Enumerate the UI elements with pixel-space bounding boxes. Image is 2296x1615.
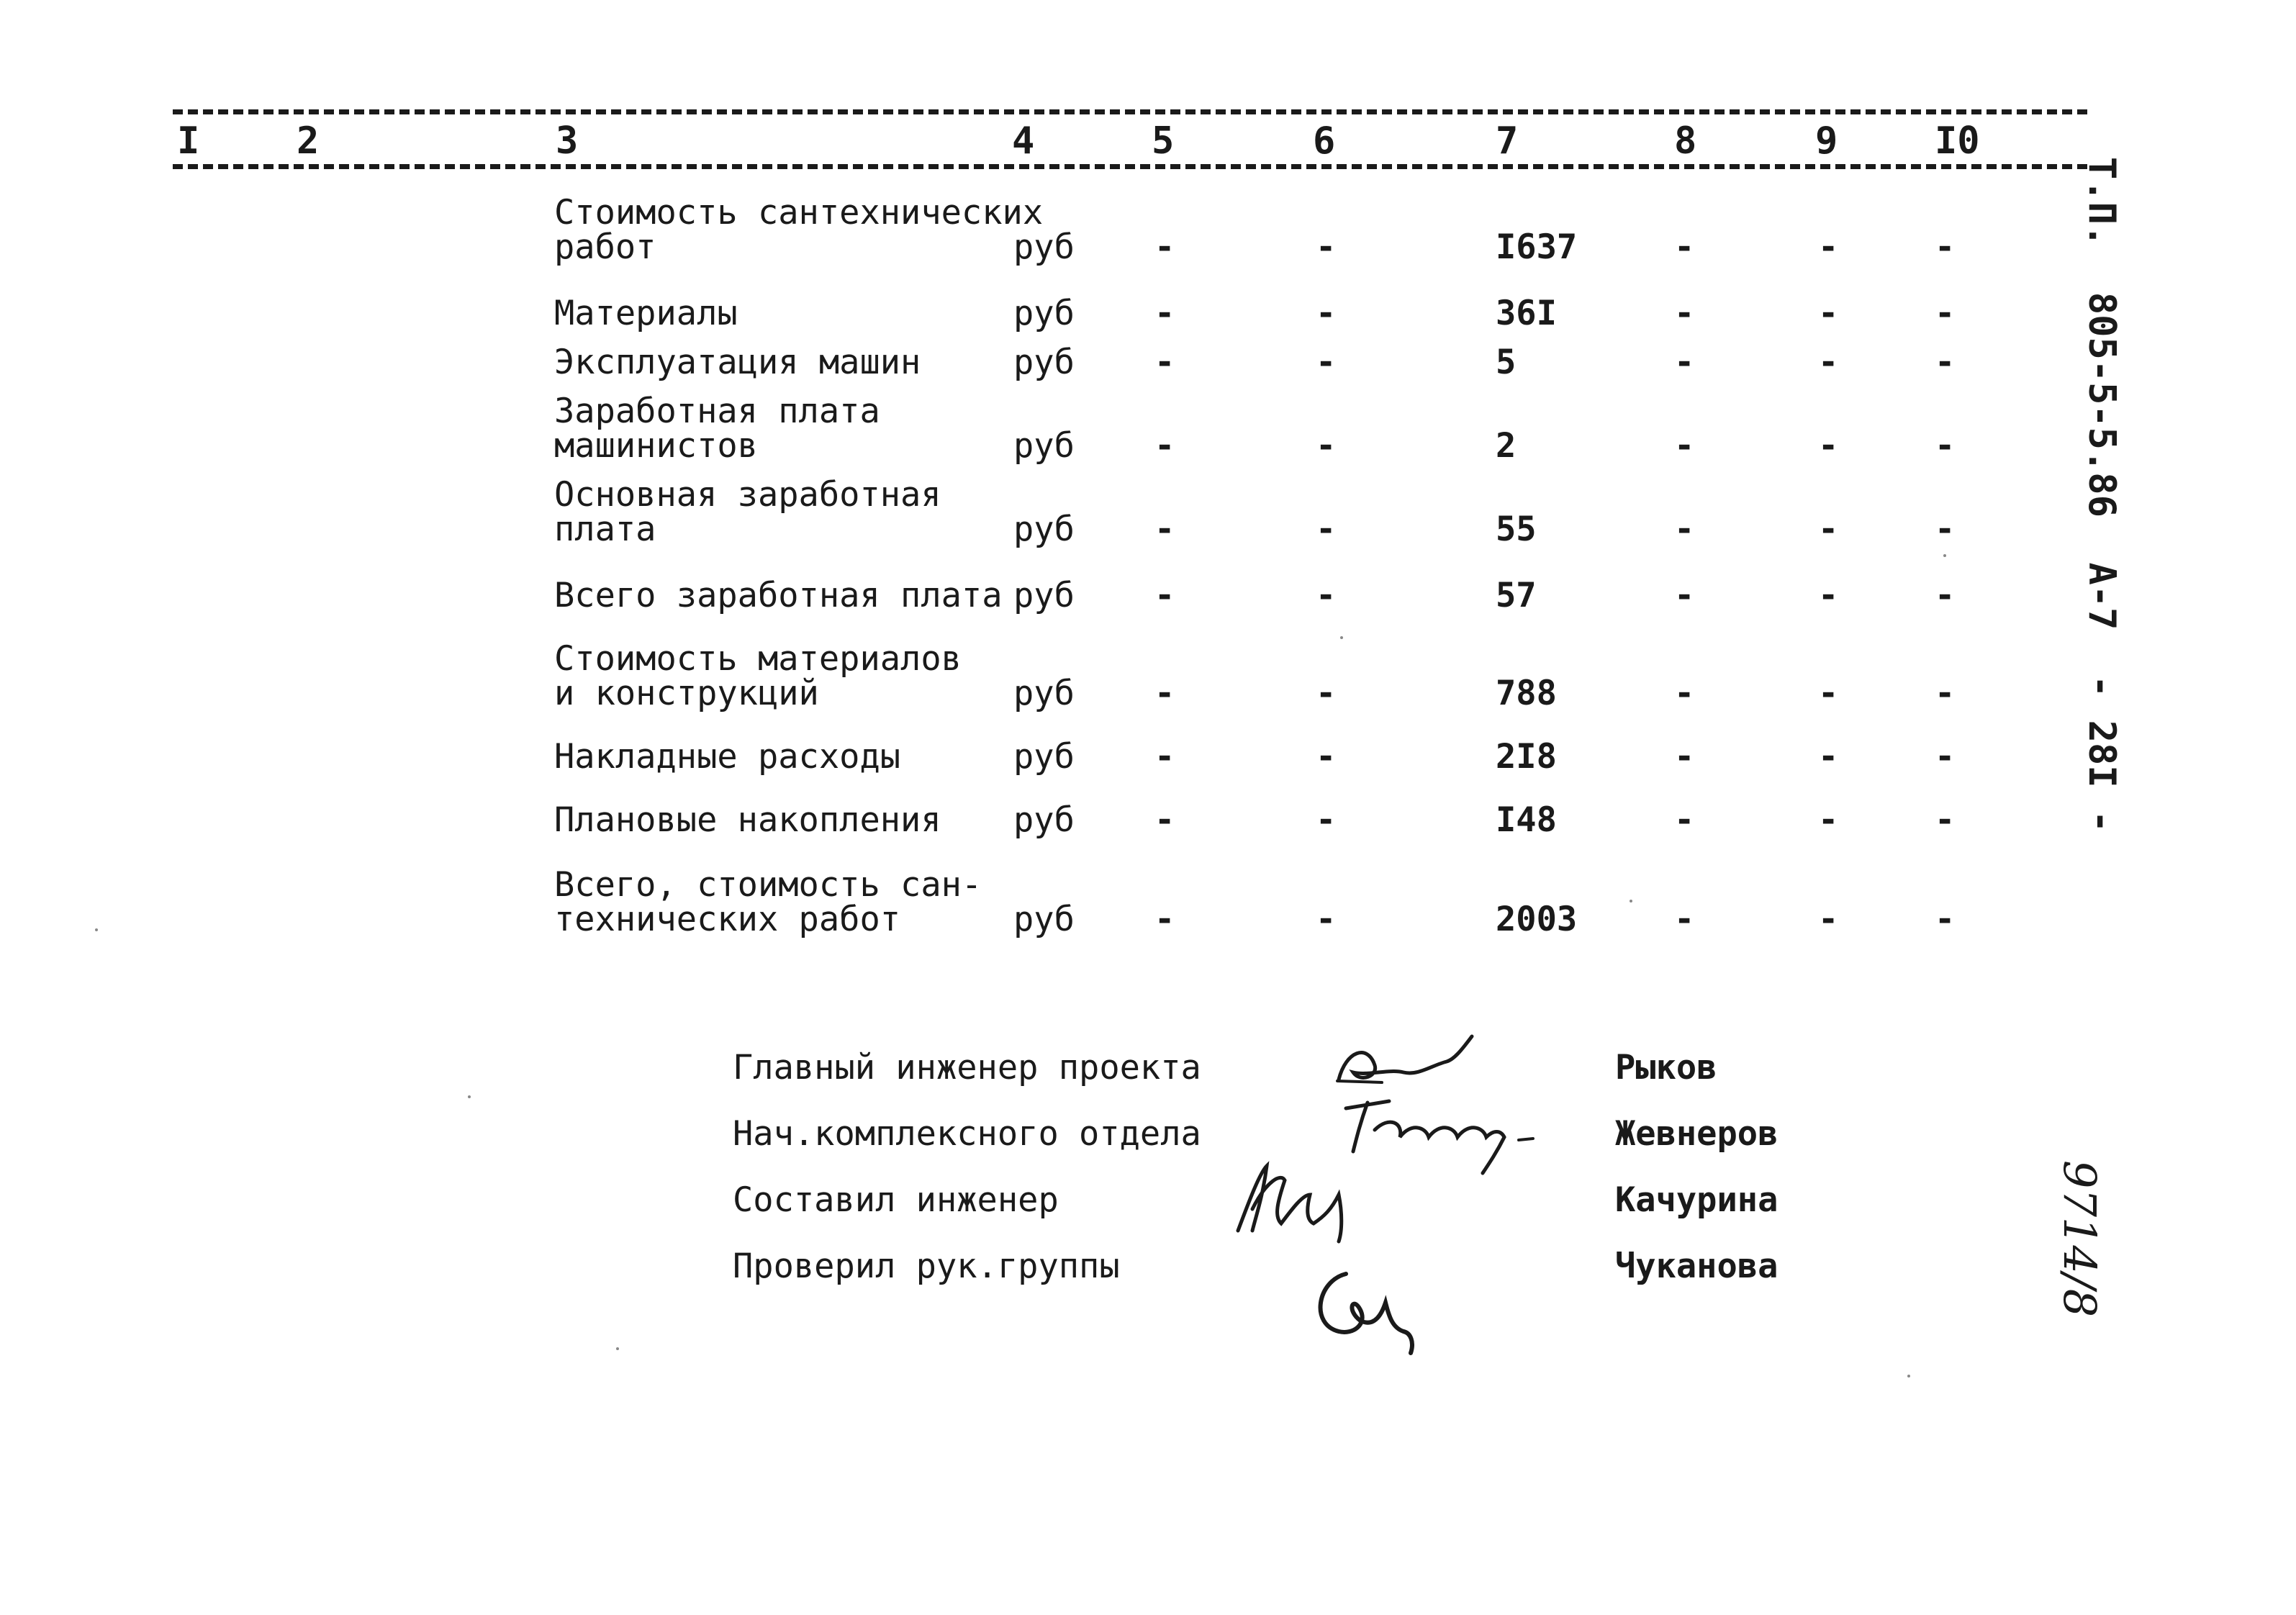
row-name: Эксплуатация машин	[554, 343, 921, 382]
row-col6: -	[1316, 426, 1337, 466]
row-col10: -	[1935, 737, 1956, 777]
row-col10: -	[1935, 674, 1956, 713]
row-col5: -	[1154, 343, 1175, 382]
row-col5: -	[1154, 294, 1175, 333]
row-name: Стоимость сантехнических работ	[554, 193, 1044, 267]
signature-name-checked-by: Чуканова	[1615, 1247, 1779, 1286]
row-col5: -	[1154, 227, 1175, 267]
row-name: Всего, стоимость сан- технических работ	[554, 865, 982, 939]
row-col6: -	[1316, 800, 1337, 840]
row-col7: I637	[1496, 227, 1578, 267]
row-col7: 5	[1496, 343, 1517, 382]
row-name: Стоимость материалов и конструкций	[554, 639, 962, 713]
row-col5: -	[1154, 426, 1175, 466]
row-col8: -	[1674, 800, 1695, 840]
row-col6: -	[1316, 227, 1337, 267]
handwritten-signature-3	[1224, 1152, 1368, 1245]
header-top-rule	[173, 109, 2087, 114]
row-col8: -	[1674, 426, 1695, 466]
row-col10: -	[1935, 576, 1956, 615]
row-col10: -	[1935, 426, 1956, 466]
row-col10: -	[1935, 227, 1956, 267]
row-col7: 2	[1496, 426, 1517, 466]
row-col8: -	[1674, 227, 1695, 267]
row-col7: 36I	[1496, 294, 1557, 333]
row-col9: -	[1818, 227, 1839, 267]
row-col7: 2I8	[1496, 737, 1557, 777]
row-col10: -	[1935, 900, 1956, 939]
row-col9: -	[1818, 737, 1839, 777]
signature-name-department-head: Жевнеров	[1615, 1114, 1779, 1154]
scan-speck	[1943, 554, 1946, 557]
row-col6: -	[1316, 576, 1337, 615]
row-col5: -	[1154, 510, 1175, 549]
row-col6: -	[1316, 737, 1337, 777]
column-number-4: 4	[1012, 119, 1035, 163]
row-col6: -	[1316, 294, 1337, 333]
row-col9: -	[1818, 674, 1839, 713]
row-col9: -	[1818, 900, 1839, 939]
row-col6: -	[1316, 510, 1337, 549]
row-col10: -	[1935, 294, 1956, 333]
column-number-7: 7	[1496, 119, 1519, 163]
column-number-8: 8	[1674, 119, 1697, 163]
signature-role-chief-engineer: Главный инженер проекта	[733, 1048, 1201, 1087]
column-number-10: I0	[1935, 119, 1980, 163]
signature-role-compiled-by: Составил инженер	[733, 1180, 1059, 1220]
row-col5: -	[1154, 576, 1175, 615]
scan-speck	[468, 1095, 471, 1098]
row-name: Всего заработная плата	[554, 576, 1003, 615]
row-col8: -	[1674, 900, 1695, 939]
row-unit: руб	[1013, 426, 1075, 466]
row-col9: -	[1818, 426, 1839, 466]
inventory-number: 9714/8	[2053, 1160, 2106, 1318]
column-number-2: 2	[297, 119, 320, 163]
row-col10: -	[1935, 800, 1956, 840]
row-col7: I48	[1496, 800, 1557, 840]
row-unit: руб	[1013, 294, 1075, 333]
row-col7: 788	[1496, 674, 1557, 713]
scan-speck	[1630, 900, 1632, 902]
row-col6: -	[1316, 674, 1337, 713]
row-unit: руб	[1013, 510, 1075, 549]
scan-speck	[1907, 1375, 1910, 1378]
row-col5: -	[1154, 900, 1175, 939]
row-unit: руб	[1013, 674, 1075, 713]
row-name: Основная заработная плата	[554, 475, 941, 549]
row-col8: -	[1674, 576, 1695, 615]
scan-speck	[1340, 636, 1343, 639]
row-col7: 55	[1496, 510, 1537, 549]
handwritten-signature-4	[1303, 1252, 1432, 1360]
signature-name-chief-engineer: Рыков	[1615, 1048, 1717, 1087]
signature-role-department-head: Нач.комплексного отдела	[733, 1114, 1201, 1154]
column-number-1: I	[177, 119, 200, 163]
signature-role-checked-by: Проверил рук.группы	[733, 1247, 1120, 1286]
row-col9: -	[1818, 576, 1839, 615]
row-unit: руб	[1013, 900, 1075, 939]
row-name: Накладные расходы	[554, 737, 901, 777]
row-col8: -	[1674, 294, 1695, 333]
column-number-6: 6	[1313, 119, 1336, 163]
row-col7: 2003	[1496, 900, 1578, 939]
column-number-9: 9	[1815, 119, 1838, 163]
row-col8: -	[1674, 737, 1695, 777]
row-col8: -	[1674, 510, 1695, 549]
row-col5: -	[1154, 800, 1175, 840]
scan-speck	[95, 928, 98, 931]
row-col8: -	[1674, 674, 1695, 713]
signature-name-compiled-by: Качурина	[1615, 1180, 1779, 1220]
column-number-3: 3	[556, 119, 579, 163]
row-col6: -	[1316, 900, 1337, 939]
row-col8: -	[1674, 343, 1695, 382]
side-document-code: Т.П. 805-5-5.86 А-7 - 28I -	[2080, 157, 2123, 833]
row-name: Материалы	[554, 294, 738, 333]
row-col10: -	[1935, 510, 1956, 549]
row-col10: -	[1935, 343, 1956, 382]
row-unit: руб	[1013, 576, 1075, 615]
handwritten-signature-2	[1339, 1087, 1555, 1180]
row-unit: руб	[1013, 227, 1075, 267]
row-name: Плановые накопления	[554, 800, 941, 840]
row-unit: руб	[1013, 343, 1075, 382]
row-unit: руб	[1013, 800, 1075, 840]
row-col7: 57	[1496, 576, 1537, 615]
row-unit: руб	[1013, 737, 1075, 777]
scan-speck	[616, 1347, 619, 1350]
row-col6: -	[1316, 343, 1337, 382]
row-col5: -	[1154, 674, 1175, 713]
header-bottom-rule	[173, 164, 2087, 169]
column-number-5: 5	[1152, 119, 1175, 163]
row-col9: -	[1818, 800, 1839, 840]
row-col9: -	[1818, 510, 1839, 549]
row-col9: -	[1818, 343, 1839, 382]
row-col9: -	[1818, 294, 1839, 333]
row-col5: -	[1154, 737, 1175, 777]
row-name: Заработная плата машинистов	[554, 392, 880, 466]
